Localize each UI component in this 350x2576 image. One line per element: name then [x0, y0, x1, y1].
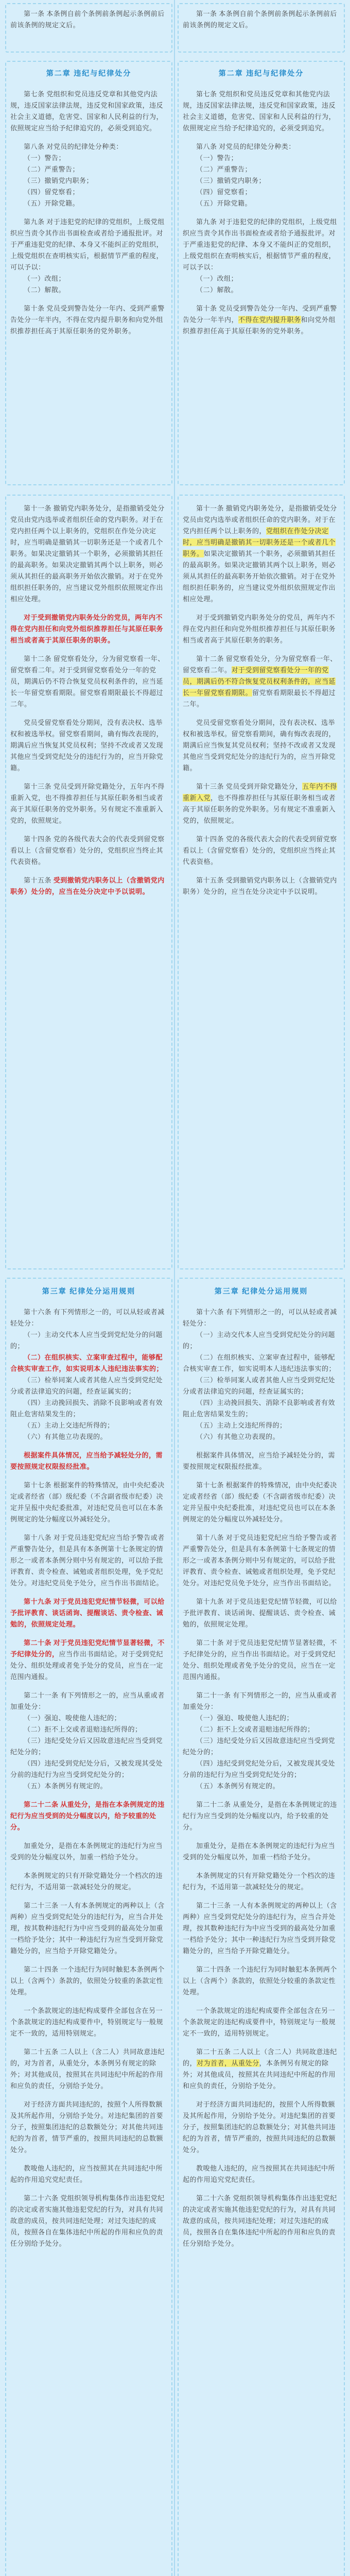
list-item: （四）留党察看； — [196, 188, 252, 196]
right-column — [178, 0, 345, 2576]
highlighted-text: 对于受到留党察看处分一年的党员，期满后仍不符合恢复党员权利条件的，应当延长一年留党察看期限。 — [183, 666, 336, 697]
aggravation-list — [10, 1713, 167, 1792]
article-text-emphasis: 对于受到撤销党内职务处分的党员，两年内不得在党内担任和向党外组织推荐担任与其原任职务相当或者高于其原任职务的职务。 — [10, 614, 164, 644]
article-text: 第八条 对党员的纪律处分种类： — [24, 143, 123, 150]
list-item: （五）开除党籍。 — [24, 199, 80, 207]
list-item: （一）改组； — [196, 275, 238, 282]
article-text: 第十四条 党的各级代表大会的代表受到留党察看以上（含留党察看）处分的，党组织应当终止其代表资格。 — [183, 835, 337, 866]
list-item: （三）违纪受处分后又因故意违纪应当受到党纪处分的； — [10, 1737, 163, 1756]
list-item: （五）本条例另有规定的。 — [24, 1782, 108, 1790]
article-16 — [178, 1307, 345, 2249]
article-text: 对于受到撤销党内职务处分的党员，两年内不得在党内担任和向党外组织推荐担任与其原任职务相当或者高于其原任职务的职务。 — [183, 614, 336, 644]
list-item: （四）主动挽回损失、消除不良影响或者有效阻止危害结果发生的； — [183, 1399, 336, 1418]
list-item: （一）强迫、唆使他人违纪的； — [24, 1714, 121, 1722]
article-text: 本条例规定的只有开除党籍处分一个档次的违纪行为，不适用第一款减轻处分的规定。 — [183, 1872, 336, 1891]
chapter-title: 第二章 违纪与纪律处分 — [218, 70, 304, 78]
mitigation-list — [183, 1329, 340, 1443]
left-column — [5, 0, 172, 2576]
article-text-emphasis: 第二十条 对于党员违犯党纪情节显著轻微，不予纪律处分的， — [10, 1639, 165, 1658]
article-text: 第二十六条 党组织领导机构集体作出违犯党纪的决定或者实施其他违犯党纪的行为，对具有共同故意的成员，按共同违纪处理；对过失违纪的成员，按照各自在集体违纪中所起的作用和应负的责任分别给予处分。 — [183, 2194, 337, 2247]
article-text: 第十三条 党员受到开除党籍处分，五年内不得重新入党，也不得推荐担任与其原任职务相当或者高于其原任职务的党外职务。另有规定不准重新入党的，依照规定。 — [10, 783, 165, 824]
article-text: 如果决定撤销其一个职务，必须撤销其担任的最高职务。如果决定撤销其两个以上职务，则必须从其担任的最高职务开始依次撤销。对于在党外组织担任职务的，应当建议党外组织依照规定作出相应处理。 — [183, 550, 336, 603]
list-item: （二）在组织核实、立案审查过程中，能够配合核实审查工作，如实说明本人违纪违法事实的； — [10, 1353, 164, 1372]
list-item: （五）主动上交违纪所得的； — [196, 1421, 287, 1429]
article-text: 第二十五条 二人以上（含二人）共同故意违纪的，对为首者，从重处分，本条例另有规定的除外；对其他成员，按照其在共同违纪中所起的作用和应负的责任，分别给予处分。 — [10, 2048, 165, 2090]
article-7 — [178, 89, 345, 337]
article-text: 第二十六条 党组织领导机构集体作出违犯党纪的决定或者实施其他违犯党纪的行为，对具有共同故意的成员，按共同违纪处理；对过失违纪的成员，按照各自在集体违纪中所起的作用和应负的责任分别给予处分。 — [10, 2194, 165, 2247]
aggravation-list — [183, 1713, 340, 1792]
article-text: 第十一条 撤销党内职务处分，是指撤销受处分党员由党内选举或者组织任命的党内职务。对于在党内担任两个以上职务的， — [183, 504, 337, 535]
article-text-emphasis: 第二十二条 从重处分，是指在本条例规定的违纪行为应当受到的处分幅度以内，给予较重的处分。 — [10, 1801, 165, 1831]
article-text: 第十六条 有下列情形之一的，可以从轻或者减轻处分： — [10, 1308, 165, 1327]
chapter-title: 第二章 违纪与纪律处分 — [46, 70, 132, 78]
article-text: 教唆他人违纪的，应当按照其在共同违纪中所起的作用追究党纪责任。 — [183, 2164, 336, 2183]
article-text: 党员受留党察看处分期间，没有表决权、选举权和被选举权。留党察看期间，确有悔改表现的，期满后应当恢复其党员权利；坚持不改或者又发现其他应当受到党纪处分的违纪行为的，应当开除党籍。 — [10, 719, 164, 772]
article-text: 第二十五条 二人以上（含二人）共同故意违纪的， — [183, 2048, 337, 2067]
article-text: 本条例规定的只有开除党籍处分一个档次的违纪行为，不适用第一款减轻处分的规定。 — [10, 1872, 163, 1891]
article-text: 第二十四条 一个违纪行为同时触犯本条例两个以上（含两个）条款的，依照处分较重的条款定性处理。 — [10, 1965, 165, 1996]
list-item: （二）解散。 — [24, 286, 66, 294]
article-text: 第七条 党组织和党员违反党章和其他党内法规，违反国家法律法规，违反党和国家政策，违反社会主义道德，危害党、国家和人民利益的行为，依照规定应当给予纪律追究的，必须受到追究。 — [10, 90, 164, 132]
article-text: ，本条例另有规定的除外；对其他成员，按照其在共同违纪中所起的作用和应负的责任，分别给予处分。 — [183, 2059, 336, 2090]
article-text: ，也不得推荐担任与其原任职务相当或者高于其原任职务的党外职务。另有规定不准重新入党的，依照规定。 — [183, 794, 336, 824]
article-text: 第九条 对于违犯党的纪律的党组织，上级党组织应当责令其作出书面检查或者给予通报批评。对于严重违犯党的纪律、本身又不能纠正的党组织，上级党组织在查明核实后，根据情节严重的程度，可以予以： — [183, 218, 337, 271]
list-item: （二）拒不上交或者退赔违纪所得的； — [24, 1725, 142, 1733]
article-text: 第二十四条 一个违纪行为同时触犯本条例两个以上（含两个）条款的，依照处分较重的条款定性处理。 — [183, 1965, 337, 1996]
list-item: （一）强迫、唆使他人违纪的； — [196, 1714, 294, 1722]
article-text: 第二十一条 有下列情形之一的，应当从重或者加重处分： — [10, 1691, 165, 1710]
list-item: （三）撤销党内职务； — [196, 177, 266, 184]
article-text: 加重处分，是指在本条例规定的违纪行为应当受到的处分幅度以外，加重一档给予处分。 — [10, 1842, 163, 1861]
article-text: 第十三条 党员受到开除党籍处分， — [196, 783, 303, 790]
article-text: 第十一条 撤销党内职务处分，是指撤销受处分党员由党内选举或者组织任命的党内职务。对于在党内担任两个以上职务的，党组织在作处分决定时，应当明确是撤销其一切职务还是一个或者几个职务。如果决定撤销其一个职务，必须撤销其担任的最高职务。如果决定撤销其两个以上职务，则必须从其担任的最高职务开始依次撤销。对于在党外组织担任职务的，应当建议党外组织依照规定作出相应处理。 — [10, 504, 165, 603]
highlighted-text: 对为首者，从重处分 — [197, 2059, 259, 2067]
article-text: 一个条款规定的违纪构成要件全部包含在另一个条款规定的违纪构成要件中，特别规定与一般规定不一致的，适用特别规定。 — [10, 2007, 164, 2037]
article-text: 第一条 本条例自前个条例前条例起示条例前后前该条例的规定文后。 — [183, 10, 337, 29]
article-text: 第十五条 受到撤销党内职务以上（含撤销党内职务）处分的，应当在处分决定中予以说明。 — [183, 876, 337, 895]
article-text: 第十四条 党的各级代表大会的代表受到留党察看以上（含留党察看）处分的，党组织应当终止其代表资格。 — [10, 835, 165, 866]
article-1 — [178, 8, 345, 31]
article-text: 第十七条 根据案件的特殊情况，由中央纪委决定或者经省（部）级纪委（不含副省级市纪委）决定并呈报中央纪委批准，对违纪党员也可以在本条例规定的处分幅度以外减轻处分。 — [183, 1481, 337, 1523]
list-item: （二）严重警告； — [196, 165, 252, 173]
article-text: 留党察看期限最长不得超过二年。 — [183, 689, 336, 708]
article-text: 第十五条 — [24, 876, 54, 884]
list-item: （二）解散。 — [196, 286, 238, 294]
article-text: 第十六条 有下列情形之一的，可以从轻或者减轻处分： — [183, 1308, 337, 1327]
list-item: （四）违纪受到党纪处分后，又被发现其受处分前的违纪行为应当受到党纪处分的； — [183, 1759, 336, 1778]
list-item: （四）主动挽回损失、消除不良影响或者有效阻止危害结果发生的； — [10, 1399, 163, 1418]
list-item: （一）主动交代本人应当受到党纪处分的问题的； — [10, 1331, 163, 1350]
highlighted-text: 五年内不得重新入党 — [183, 783, 337, 802]
article-text: 第七条 党组织和党员违反党章和其他党内法规，违反国家法律法规，违反党和国家政策，违反社会主义道德，危害党、国家和人民利益的行为，依照规定应当给予纪律追究的，必须受到追究。 — [183, 90, 336, 132]
article-1 — [5, 8, 172, 31]
list-item: （二）严重警告； — [24, 165, 80, 173]
article-text: 第一条 本条例自前个条例前条例起示条例前后前该条例的规定文后。 — [10, 10, 165, 29]
list-item: （五）主动上交违纪所得的； — [24, 1421, 114, 1429]
list-item: （一）警告； — [196, 154, 238, 162]
highlighted-text: 党组织在作处分决定时，应当明确是撤销其一切职务还是一个或者几个职务。 — [183, 527, 336, 557]
article-text: 和向党外组织推荐担任高于其原任职务的党外职务。 — [183, 316, 336, 335]
article-7 — [5, 89, 172, 337]
article-text: 第十八条 对于党员违犯党纪应当给予警告或者严重警告处分，但是具有本条例第十七条规定的情形之一或者本条例分则中另有规定的，可以给予批评教育、责令检查、诫勉或者组织处理，免予党纪处分。对违纪党员免予处分，应当作出书面结论。 — [183, 1534, 337, 1587]
article-16 — [5, 1307, 172, 2249]
list-item: （二）拒不上交或者退赔违纪所得的； — [196, 1725, 314, 1733]
org-list — [10, 273, 167, 296]
punishment-list — [10, 152, 167, 209]
list-item: （一）主动交代本人应当受到党纪处分的问题的； — [183, 1331, 336, 1350]
article-text: 第九条 对于违犯党的纪律的党组织，上级党组织应当责令其作出书面检查或者给予通报批评。对于严重违犯党的纪律、本身又不能纠正的党组织，上级党组织在查明核实后，根据情节严重的程度，可以予以： — [10, 218, 165, 271]
article-text-emphasis: 受到撤销党内职务以上（含撤销党内职务）处分的，应当在处分决定中予以说明。 — [10, 876, 165, 895]
article-text-emphasis: 第十九条 对于党员违犯党纪情节轻微，可以给予批评教育、谈话函询、提醒谈话、责令检查、诫勉的，依照规定处理。 — [10, 1598, 165, 1628]
article-text: 第十条 党员受到警告处分一年内、受到严重警告处分一年半内，不得在党内提升职务和向党外组织推荐担任高于其原任职务的党外职务。 — [10, 304, 165, 335]
article-text: 第十八条 对于党员违犯党纪应当给予警告或者严重警告处分，但是具有本条例第十七条规定的情形之一或者本条例分则中另有规定的，可以给予批评教育、责令检查、诫勉或者组织处理，免予党纪处分。对违纪党员免予处分，应当作出书面结论。 — [10, 1534, 165, 1587]
article-text-emphasis: 根据案件具体情况，应当给予减轻处分的，需要按照规定权限报经批准。 — [10, 1451, 163, 1470]
column-divider — [174, 0, 175, 2576]
article-text: 应当作出书面结论。对于受到党纪处分、组织处理或者免予处分的党员，应当在一定范围内通报。 — [10, 1650, 164, 1681]
list-item: （三）检举同案人或者其他人应当受到党纪处分或者法律追究的问题，经查证属实的； — [183, 1376, 336, 1395]
list-item: （二）在组织核实、立案审查过程中，能够配合核实审查工作，如实说明本人违纪违法事实的； — [183, 1353, 336, 1372]
article-text: 第十二条 留党察看处分，分为留党察看一年、留党察看二年。对于受到留党察看处分一年的党员，期满后仍不符合恢复党员权利条件的，应当延长一年留党察看期限。留党察看期限最长不得超过二年。 — [10, 655, 165, 708]
list-item: （五）本条例另有规定的。 — [196, 1782, 280, 1790]
list-item: （三）检举同案人或者其他人应当受到党纪处分或者法律追究的问题，经查证属实的； — [10, 1376, 163, 1395]
article-text: 教唆他人违纪的，应当按照其在共同违纪中所起的作用追究党纪责任。 — [10, 2164, 163, 2183]
article-text: 党员受留党察看处分期间，没有表决权、选举权和被选举权。留党察看期间，确有悔改表现的，期满后应当恢复其党员权利；坚持不改或者又发现其他应当受到党纪处分的违纪行为的，应当开除党籍。 — [183, 719, 336, 772]
org-list — [183, 273, 340, 296]
article-text: 一个条款规定的违纪构成要件全部包含在另一个条款规定的违纪构成要件中，特别规定与一般规定不一致的，适用特别规定。 — [183, 2007, 336, 2037]
article-text: 第二十二条 从重处分，是指在本条例规定的违纪行为应当受到的处分幅度以内，给予较重的处分。 — [183, 1801, 337, 1831]
list-item: （五）开除党籍。 — [196, 199, 252, 207]
chapter-title: 第三章 纪律处分运用规则 — [42, 1288, 136, 1296]
list-item: （一）改组； — [24, 275, 66, 282]
list-item: （六）有其他立功表现的。 — [196, 1433, 280, 1440]
article-11 — [178, 503, 345, 897]
list-item: （四）留党察看； — [24, 188, 80, 196]
article-text: 第八条 对党员的纪律处分种类： — [196, 143, 295, 150]
punishment-list — [183, 152, 340, 209]
chapter-title: 第三章 纪律处分运用规则 — [214, 1288, 308, 1296]
article-text: 第十七条 根据案件的特殊情况，由中央纪委决定或者经省（部）级纪委（不含副省级市纪委）决定并呈报中央纪委批准，对违纪党员也可以在本条例规定的处分幅度以外减轻处分。 — [10, 1481, 165, 1523]
list-item: （三）违纪受处分后又因故意违纪应当受到党纪处分的； — [183, 1737, 336, 1756]
article-text: 第十二条 留党察看处分，分为留党察看一年、留党察看二年。 — [183, 655, 337, 674]
article-text: 第十九条 对于党员违犯党纪情节轻微，可以给予批评教育、谈话函询、提醒谈话、责令检查、诫勉的，依照规定处理。 — [183, 1598, 337, 1628]
article-text: 对于经济方面共同违纪的，按照个人所得数额及其所起作用，分别给予处分。对违纪集团的首要分子，按照集团违纪的总数额处分；对其他共同违纪的为首者，情节严重的，按照共同违纪的总数额处分。 — [183, 2100, 336, 2154]
mitigation-list — [10, 1329, 167, 1443]
list-item: （一）警告； — [24, 154, 66, 162]
list-item: （三）撤销党内职务； — [24, 177, 94, 184]
article-text: 第二十条 对于党员违犯党纪情节显著轻微，不予纪律处分的，应当作出书面结论。对于受到党纪处分、组织处理或者免予处分的党员，应当在一定范围内通报。 — [183, 1639, 337, 1681]
article-text: 对于经济方面共同违纪的，按照个人所得数额及其所起作用，分别给予处分。对违纪集团的首要分子，按照集团违纪的总数额处分；对其他共同违纪的为首者，情节严重的，按照共同违纪的总数额处分。 — [10, 2100, 164, 2154]
article-text: 加重处分，是指在本条例规定的违纪行为应当受到的处分幅度以外，加重一档给予处分。 — [183, 1842, 336, 1861]
article-text: 第二十三条 一人有本条例规定的两种以上（含两种）应当受到党纪处分的违纪行为，应当合并处理，按其数种违纪行为中应当受到的最高处分加重一档给予处分；其中一种违纪行为应当受到开除党籍处分的，应当给予开除党籍处分。 — [183, 1902, 337, 1955]
article-text: 根据案件具体情况，应当给予减轻处分的，需要按照规定权限报经批准。 — [183, 1451, 336, 1470]
list-item: （六）有其他立功表现的。 — [24, 1433, 108, 1440]
article-11 — [5, 503, 172, 897]
article-text: 第十条 党员受到警告处分一年内、受到严重警告处分一年半内， — [183, 304, 337, 324]
highlighted-text: 不得在党内提升职务 — [238, 316, 301, 324]
article-text: 第二十三条 一人有本条例规定的两种以上（含两种）应当受到党纪处分的违纪行为，应当合并处理，按其数种违纪行为中应当受到的最高处分加重一档给予处分；其中一种违纪行为应当受到开除党籍处分的，应当给予开除党籍处分。 — [10, 1902, 165, 1955]
list-item: （四）违纪受到党纪处分后，又被发现其受处分前的违纪行为应当受到党纪处分的； — [10, 1759, 163, 1778]
article-text: 第二十一条 有下列情形之一的，应当从重或者加重处分： — [183, 1691, 337, 1710]
